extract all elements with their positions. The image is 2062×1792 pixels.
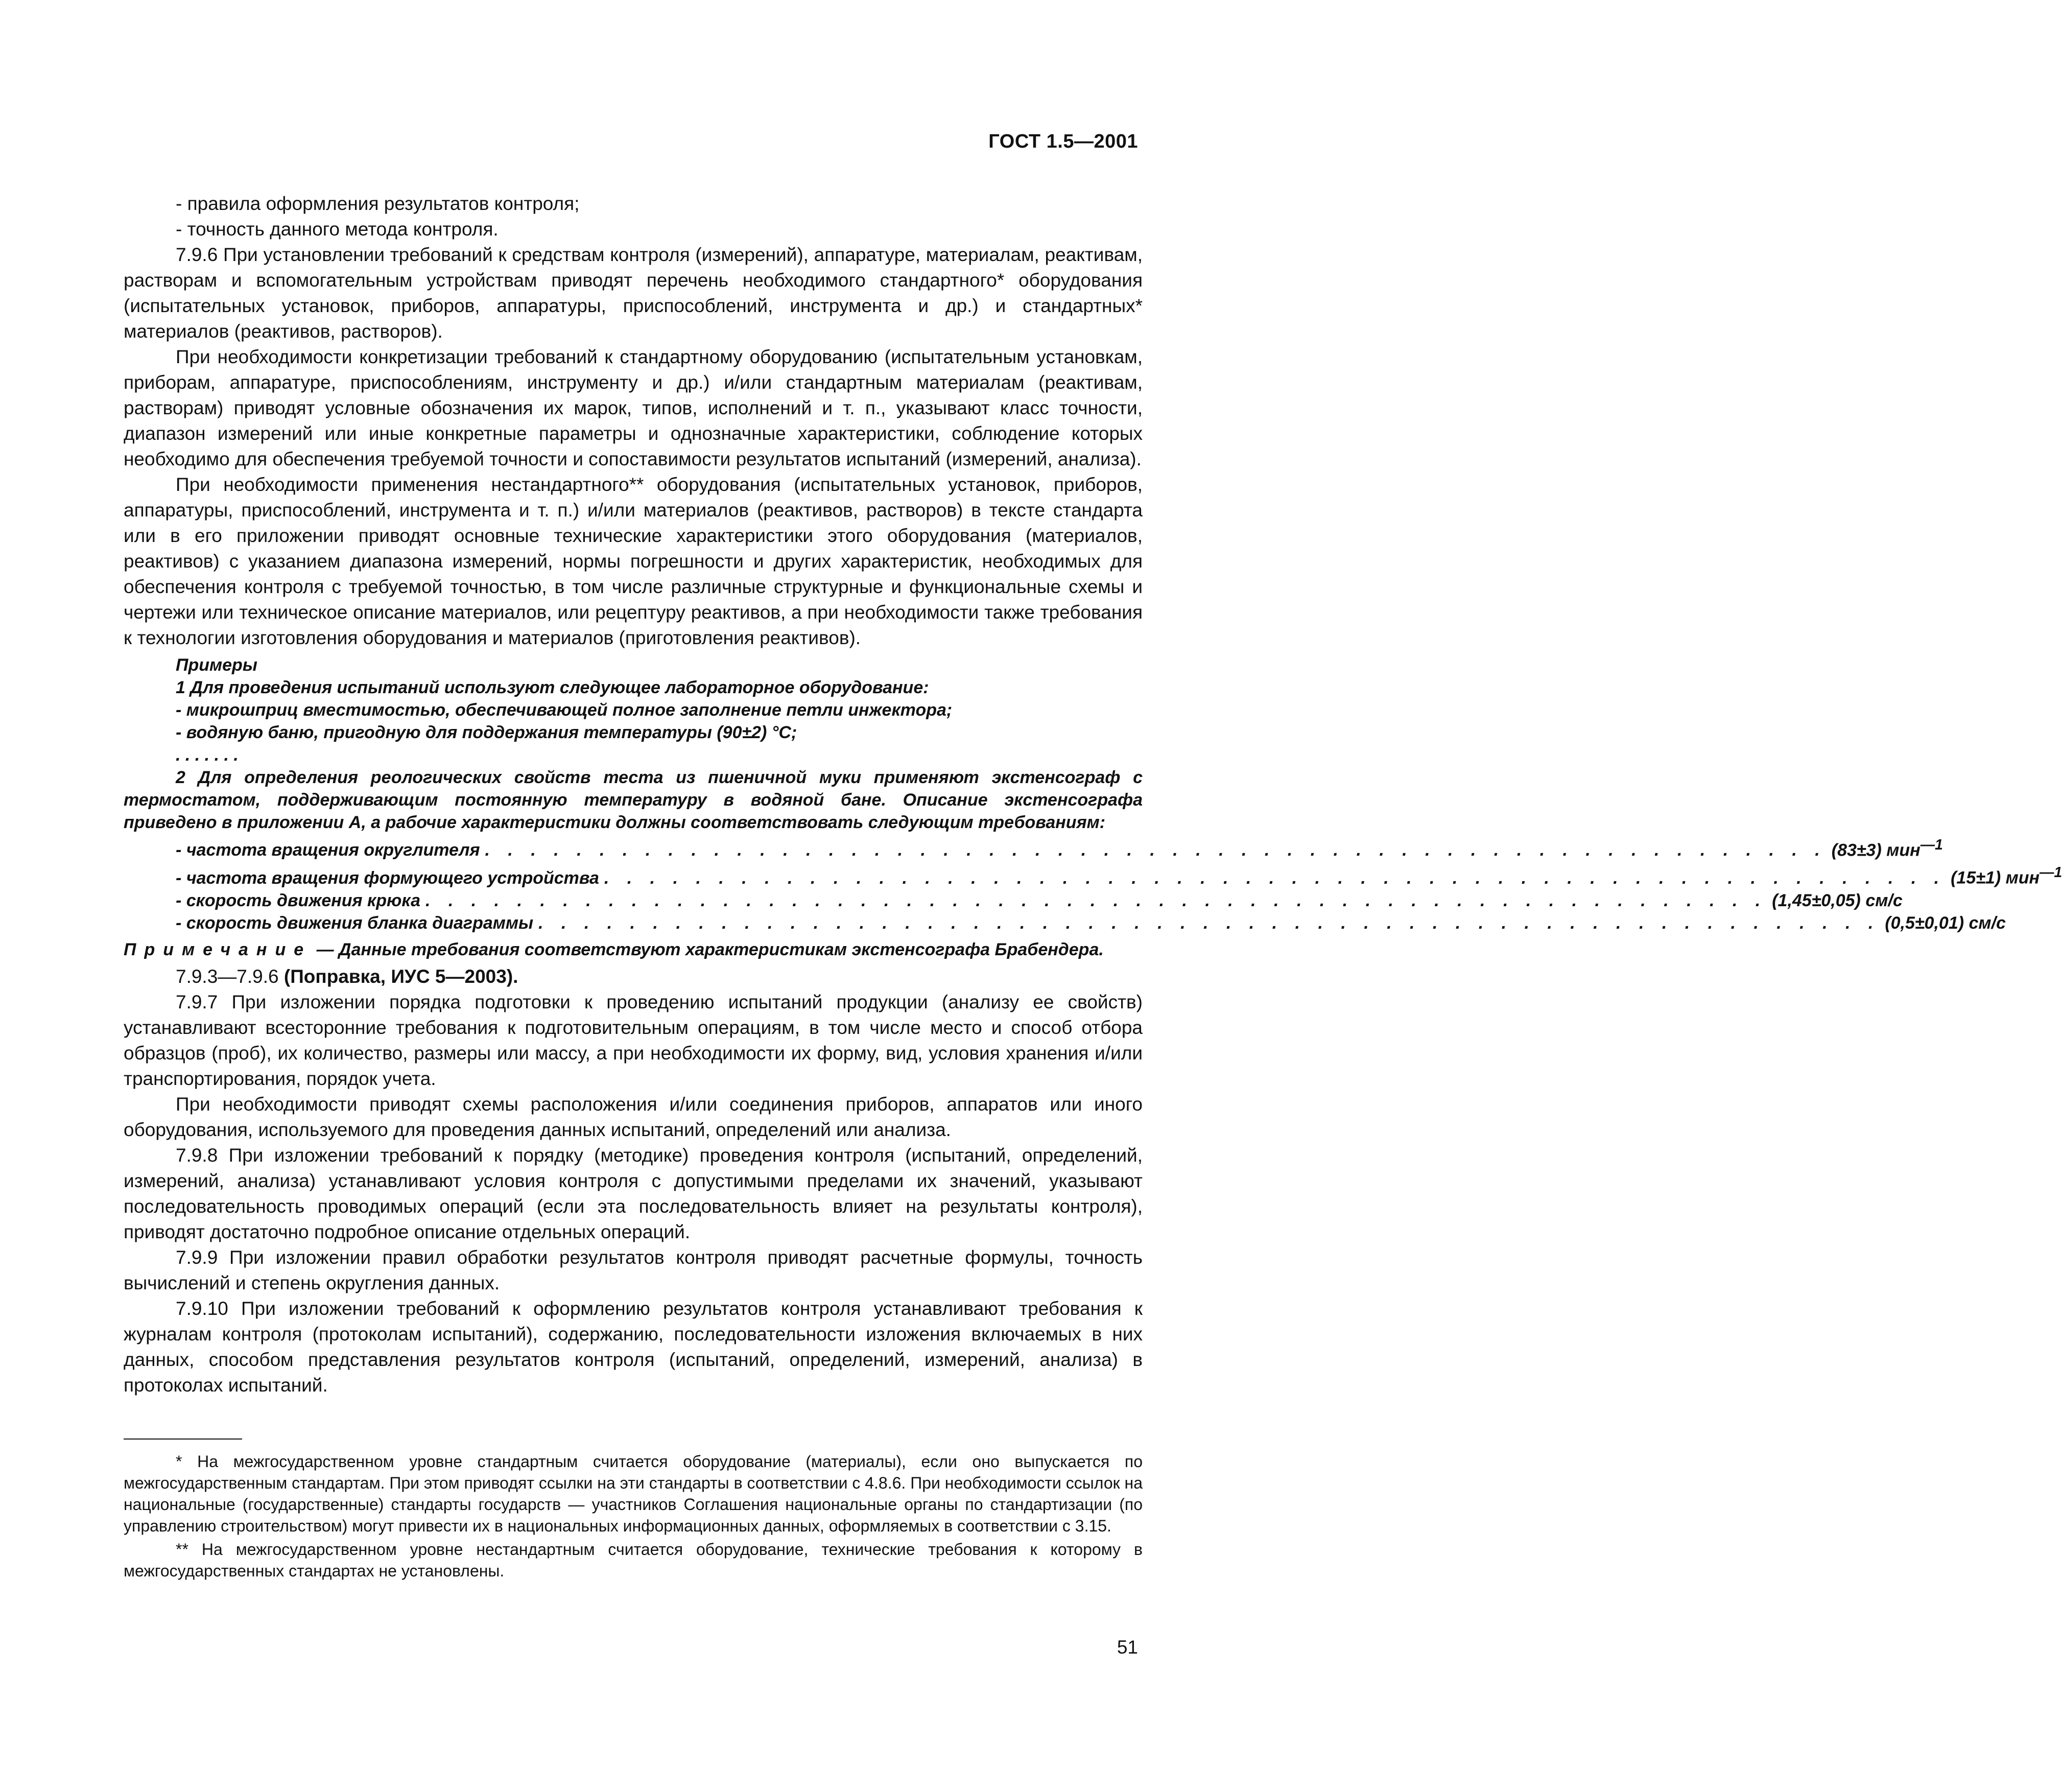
spec-value: (83±3) мин$^{—1}$ bbox=[1831, 837, 1943, 860]
document-header: ГОСТ 1.5—2001 bbox=[988, 131, 1138, 152]
list-item: - точность данного метода контроля. bbox=[176, 219, 499, 240]
paragraph-7-9-7: 7.9.7 При изложении порядка подготовки к проведению испытаний продукции (анализу ее свойств) устанавливают всесторонние требования к подготовительным операциям, в том числе место и способ отбора образцов (проб), их количество, размеры или массу, а при необходимости их форму, вид, условия хранения и/или транспортирования, порядок учета. bbox=[124, 991, 1143, 1089]
note-text: — Данные требования соответствуют характеристикам экстенсографа Брабендера. bbox=[312, 939, 1104, 959]
footnote-divider bbox=[124, 1439, 242, 1440]
footnotes bbox=[124, 1451, 1143, 1584]
note bbox=[124, 938, 1143, 961]
page-number: 51 bbox=[1117, 1637, 1138, 1658]
spec-label: - частота вращения округлителя bbox=[176, 840, 480, 860]
note-label: Примечание bbox=[124, 939, 312, 959]
ellipsis: . . . . . . . bbox=[176, 745, 239, 765]
paragraph: При необходимости применения нестандартного** оборудования (испытательных установок, приборов, аппаратуры, приспособлений, инструмента и т. п.) и/или материалов (реактивов, растворов) в тексте стандарта или в его приложении приводят основные технические характеристики этого оборудования (материалов, реактивов) с указанием диапазона измерений, нормы погрешности и других характеристик, необходимых для обеспечения контроля с требуемой точностью, в том числе различные структурные и функциональные схемы и чертежи или техническое описание материалов, или рецептуру реактивов, а при необходимости также требования к технологии изготовления оборудования и материалов (приготовления реактивов). bbox=[124, 474, 1143, 648]
spec-label: - скорость движения бланка диаграммы bbox=[176, 913, 534, 933]
examples-title: Примеры bbox=[176, 655, 257, 675]
example-1-item: - водяную баню, пригодную для поддержания температуры (90±2) °С; bbox=[176, 723, 797, 742]
examples-block bbox=[124, 654, 2062, 961]
example-2-intro: 2 Для определения реологических свойств теста из пшеничной муки применяют экстенсограф с термостатом, поддерживающим постоянную температуру в водяной бане. Описание экстенсографа приведено в приложении А, а рабочие характеристики должны соответствовать следующим требованиям: bbox=[124, 768, 1143, 832]
paragraph-7-9-6: 7.9.6 При установлении требований к средствам контроля (измерений), аппаратуре, материалам, реактивам, растворам и вспомогательным устройствам приводят перечень необходимого стандартного* оборудования (испытательных установок, приборов, аппаратуры, приспособлений, инструмента и др.) и стандартных* материалов (реактивов, растворов). bbox=[124, 244, 1143, 342]
paragraph: При необходимости приводят схемы расположения и/или соединения приборов, аппаратов или иного оборудования, используемого для проведения данных испытаний, определений или анализа. bbox=[124, 1093, 1143, 1140]
spec-value: (0,5±0,01) см/с bbox=[1885, 913, 2006, 933]
leader-dots: . . . . . . . . . . . . . . . . . . . . . . . . . . . . . . . . . . . . . . . . . . . . . . . . . . . . . . . . . . . bbox=[538, 913, 1880, 933]
spec-label: - частота вращения формующего устройства bbox=[176, 868, 599, 888]
paragraph-7-9-10: 7.9.10 При изложении требований к оформлению результатов контроля устанавливают требования к журналам контроля (протоколам испытаний), содержанию, последовательности изложения включаемых в них данных, способом представления результатов контроля (испытаний, определений, измерений, анализа) в протоколах испытаний. bbox=[124, 1298, 1143, 1396]
list-item: - правила оформления результатов контроля; bbox=[176, 193, 580, 214]
example-1-intro: 1 Для проведения испытаний используют следующее лабораторное оборудование: bbox=[176, 678, 929, 697]
footnote: * На межгосударственном уровне стандартным считается оборудование (материалы), если оно выпускается по межгосударственным стандартам. При этом приводят ссылки на эти стандарты в соответствии с 4.8.6. При необходимости ссылок на национальные (государственные) стандарты государств — участников Соглашения национальные органы по стандартизации (по управлению строительством) могут привести их в национальных информационных данных, оформляемых в соответствии с 3.15. bbox=[124, 1452, 1143, 1535]
paragraph-7-9-9: 7.9.9 При изложении правил обработки результатов контроля приводят расчетные формулы, точность вычислений и степень округления данных. bbox=[124, 1246, 1143, 1293]
footnote: ** На межгосударственном уровне нестандартным считается оборудование, технические требования к которому в межгосударственных стандартах не установлены. bbox=[124, 1540, 1143, 1580]
paragraph-7-9-8: 7.9.8 При изложении требований к порядку (методике) проведения контроля (испытаний, определений, измерений, анализа) устанавливают условия контроля с допустимыми пределами их значений, указывают последовательность проводимых операций (если эта последовательность влияет на результаты контроля), приводят достаточно подробное описание отдельных операций. bbox=[124, 1144, 1143, 1242]
spec-value: (1,45±0,05) см/с bbox=[1772, 890, 1903, 910]
leader-dots: . . . . . . . . . . . . . . . . . . . . . . . . . . . . . . . . . . . . . . . . . . . . . . . . . . . . . . . . . . . bbox=[485, 840, 1827, 860]
spec-row bbox=[124, 912, 2006, 934]
spec-row bbox=[124, 889, 1903, 912]
leader-dots: . . . . . . . . . . . . . . . . . . . . . . . . . . . . . . . . . . . . . . . . . . . . . . . . . . . . . . . . . . . bbox=[604, 868, 1946, 888]
spec-row bbox=[124, 861, 2062, 889]
example-1-item: - микрошприц вместимостью, обеспечивающей полное заполнение петли инжектора; bbox=[176, 700, 953, 720]
spec-row bbox=[124, 834, 1943, 861]
leader-dots: . . . . . . . . . . . . . . . . . . . . . . . . . . . . . . . . . . . . . . . . . . . . . . . . . . . . . . . . . . . bbox=[425, 890, 1767, 910]
spec-value: (15±1) мин$^{—1}$ bbox=[1951, 864, 2062, 888]
amendment-line: 7.9.3—7.9.6 (Поправка, ИУС 5—2003). bbox=[176, 965, 518, 987]
spec-label: - скорость движения крюка bbox=[176, 890, 420, 910]
paragraph: При необходимости конкретизации требований к стандартному оборудованию (испытательным установкам, приборам, аппаратуре, приспособлениям, инструменту и др.) и/или стандартным материалам (реактивам, растворам) приводят условные обозначения их марок, типов, исполнений и т. п., указывают класс точности, диапазон измерений или иные конкретные параметры и однозначные характеристики, соблюдение которых необходимо для обеспечения требуемой точности и сопоставимости результатов испытаний (измерений, анализа). bbox=[124, 346, 1143, 469]
main-text bbox=[124, 191, 2062, 1398]
